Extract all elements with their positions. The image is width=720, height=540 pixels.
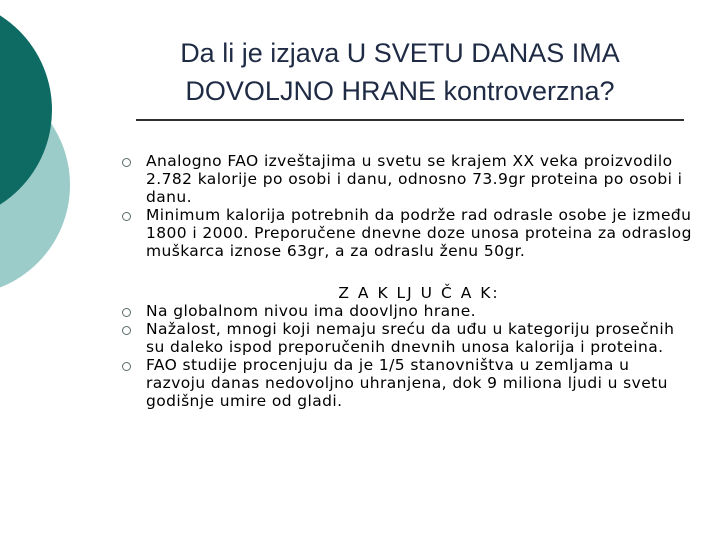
slide-body <box>122 152 692 410</box>
list-item-text: Minimum kalorija potrebnih da podrže rad odrasle osobe je između 1800 i 2000. Preporučene dnevne doze unosa proteina za odraslog muškarca iznose 63gr, a za odraslu ženu 50gr. <box>146 206 692 260</box>
circle-bullet-icon <box>122 212 131 221</box>
title-line-2: DOVOLJNO HRANE kontroverzna? <box>185 76 615 106</box>
list-item-text: Na globalnom nivou ima doovljno hrane. <box>146 302 476 320</box>
conclusion-heading: Z A K LJ U Č A K: <box>338 284 500 302</box>
list-item <box>122 320 692 356</box>
list-item-text: Analogno FAO izveštajima u svetu se krajem XX veka proizvodilo 2.782 kalorije po osobi i danu, odnosno 73.9gr proteina po osobi i danu. <box>146 152 683 206</box>
circle-bullet-icon <box>122 308 131 317</box>
circle-bullet-icon <box>122 158 131 167</box>
list-item <box>122 206 692 260</box>
title-divider <box>136 119 684 121</box>
list-item-text: Nažalost, mnogi koji nemaju sreću da uđu u kategoriju prosečnih su daleko ispod preporučenih dnevnih unosa kalorija i proteina. <box>146 320 675 356</box>
title-line-1: Da li je izjava U SVETU DANAS IMA <box>180 38 620 68</box>
circle-bullet-icon <box>122 362 131 371</box>
decorative-circles <box>0 0 120 330</box>
list-item <box>122 152 692 206</box>
list-item <box>122 356 692 410</box>
circle-bullet-icon <box>122 326 131 335</box>
page-title <box>110 34 690 110</box>
list-item-text: FAO studije procenjuju da je 1/5 stanovništva u zemljama u razvoju danas nedovoljno uhranjena, dok 9 miliona ljudi u svetu godišnje umire od gladi. <box>146 356 668 410</box>
list-item <box>122 302 692 320</box>
